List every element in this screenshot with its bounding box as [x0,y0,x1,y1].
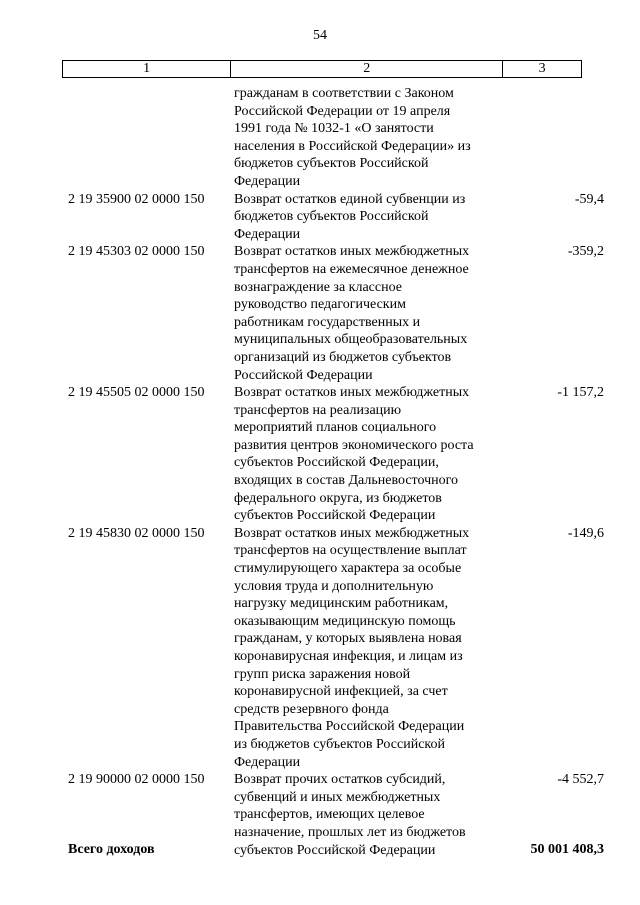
description-line: Российской Федерации [234,367,373,383]
description-line: средств резервного фонда [234,701,389,717]
budget-code: 2 19 45303 02 0000 150 [68,244,205,260]
description-line: бюджетов субъектов Российской [234,156,429,172]
total-label: Всего доходов [68,842,155,857]
description-line: из бюджетов субъектов Российской [234,736,445,752]
amount: -1 157,2 [557,385,604,401]
row-description [234,384,506,525]
description-line: Федерации [234,173,301,189]
description-line: субвенций и иных межбюджетных [234,789,441,805]
description-line: вознаграждение за классное [234,279,402,295]
description-line: муниципальных общеобразовательных [234,332,468,348]
description-line: развития центров экономического роста [234,437,474,453]
description-line: Возврат остатков иных межбюджетных [234,385,470,401]
description-line: гражданам, у которых выявлена новая [234,631,462,647]
description-line: руководство педагогическим [234,297,406,313]
description-line: коронавирусной инфекцией, за счет [234,684,448,700]
description-line: Возврат остатков иных межбюджетных [234,525,470,541]
description-line: Возврат остатков единой субвенции из [234,191,466,207]
description-line: Правительства Российской Федерации [234,719,465,735]
table-row [0,191,640,244]
description-line: групп риска заражения новой [234,666,411,682]
continuation-row [0,85,640,191]
row-description [234,243,506,384]
amount: -359,2 [567,244,604,260]
description-line: гражданам в соответствии с Законом [234,86,454,101]
description-line: Возврат прочих остатков субсидий, [234,772,446,788]
table-row [0,525,640,771]
description-line: организаций из бюджетов субъектов [234,349,452,365]
description-line: коронавирусная инфекция, и лицам из [234,649,463,664]
description-line: федерального округа, из бюджетов [234,490,442,506]
description-line: трансфертов на осуществление выплат [234,543,467,559]
row-description [234,771,506,859]
description-line: назначение, прошлых лет из бюджетов [234,824,466,840]
description-line: работникам государственных и [234,314,421,330]
description-line: входящих в состав Дальневосточного [234,473,459,489]
total-value: 50 001 408,3 [530,842,604,857]
description-line: мероприятий планов социального [234,420,437,436]
description-line: Федерации [234,226,301,242]
column-header-3: 3 [503,61,582,78]
column-header-2: 2 [231,61,503,78]
table-row [0,243,640,384]
description-line: трансфертов на реализацию [234,402,402,418]
description-line: нагрузку медицинским работникам, [234,596,449,612]
budget-code: 2 19 90000 02 0000 150 [68,772,205,788]
description-line: условия труда и дополнительную [234,578,434,594]
description-line: субъектов Российской Федерации [234,842,436,858]
description-line: субъектов Российской Федерации [234,508,436,524]
page-number: 54 [313,28,327,43]
budget-code: 2 19 45830 02 0000 150 [68,525,205,541]
table-row [0,384,640,525]
description-line: стимулирующего характера за особые [234,561,462,577]
description-line: населения в Российской Федерации» из [234,138,471,154]
description-line: 1991 года № 1032-1 «О занятости [234,121,434,137]
budget-code: 2 19 45505 02 0000 150 [68,385,205,401]
table-body [0,85,640,859]
row-description [234,191,506,244]
amount: -4 552,7 [557,772,604,788]
column-header-1: 1 [63,61,231,78]
description-line: бюджетов субъектов Российской [234,209,429,225]
amount: -59,4 [574,191,604,207]
table-header [62,60,582,78]
description-line: трансфертов на ежемесячное денежное [234,261,469,277]
description-line: Возврат остатков иных межбюджетных [234,244,470,260]
row-description [234,525,506,771]
description-line: Российской Федерации от 19 апреля [234,103,451,119]
budget-code: 2 19 35900 02 0000 150 [68,191,205,207]
continuation-description [234,85,506,191]
amount: -149,6 [567,525,604,541]
description-line: оказывающим медицинскую помощь [234,613,456,629]
description-line: Федерации [234,754,301,770]
description-line: субъектов Российской Федерации, [234,455,439,471]
description-line: трансфертов, имеющих целевое [234,807,425,823]
